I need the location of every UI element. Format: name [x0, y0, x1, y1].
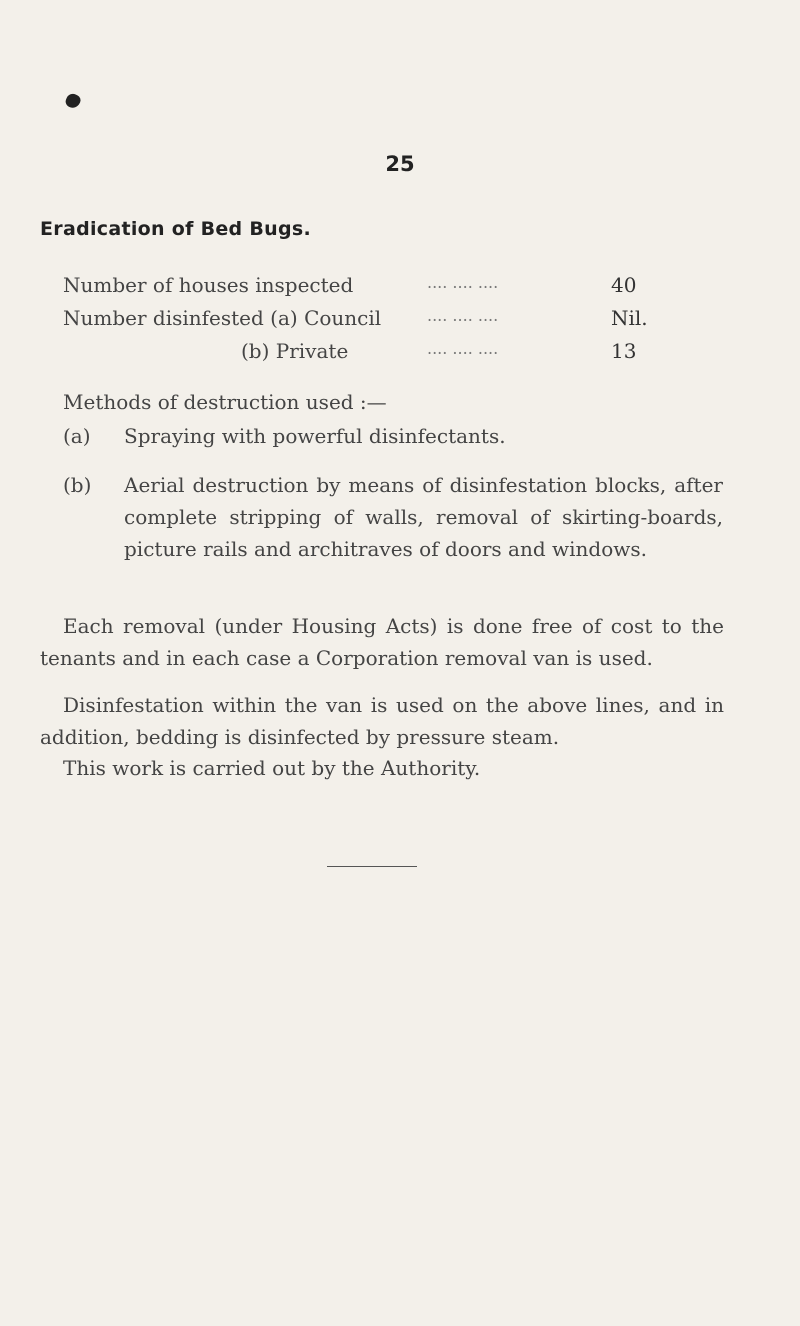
method-text: Spraying with powerful disinfectants.: [124, 424, 506, 448]
method-label: (b): [63, 473, 92, 497]
section-title: Eradication of Bed Bugs.: [40, 218, 312, 240]
stat-row-houses-inspected: [0, 273, 800, 301]
dot-leader: .... .... ....: [427, 339, 499, 358]
dot-leader: .... .... ....: [427, 306, 499, 325]
divider-rule: [327, 866, 417, 867]
methods-intro: Methods of destruction used :—: [63, 390, 387, 414]
stat-row-private: [0, 339, 800, 367]
stat-label: (b) Private: [241, 339, 349, 363]
stat-label: Number disinfested (a) Council: [63, 306, 382, 330]
stat-value: 13: [611, 339, 637, 363]
paragraph: Each removal (under Housing Acts) is done free of cost to the tenants and in each case a Corporation removal van is used.: [40, 614, 724, 670]
method-item: [63, 469, 723, 565]
paragraph: Disinfestation within the van is used on the above lines, and in addition, bedding is disinfected by pressure steam.: [40, 693, 724, 749]
stat-label: Number of houses inspected: [63, 273, 354, 297]
paragraph: This work is carried out by the Authority.: [63, 756, 481, 780]
stat-value: Nil.: [611, 306, 648, 330]
stat-row-council: [0, 306, 800, 334]
page-number: 25: [385, 152, 415, 176]
dot-leader: .... .... ....: [427, 273, 499, 292]
stat-value: 40: [611, 273, 637, 297]
method-text: Aerial destruction by means of disinfestation blocks, after complete stripping of walls, removal of skirting-boards, picture rails and architraves of doors and windows.: [124, 473, 723, 561]
method-item: [63, 420, 723, 452]
ink-blot: [64, 92, 83, 111]
method-label: (a): [63, 424, 91, 448]
